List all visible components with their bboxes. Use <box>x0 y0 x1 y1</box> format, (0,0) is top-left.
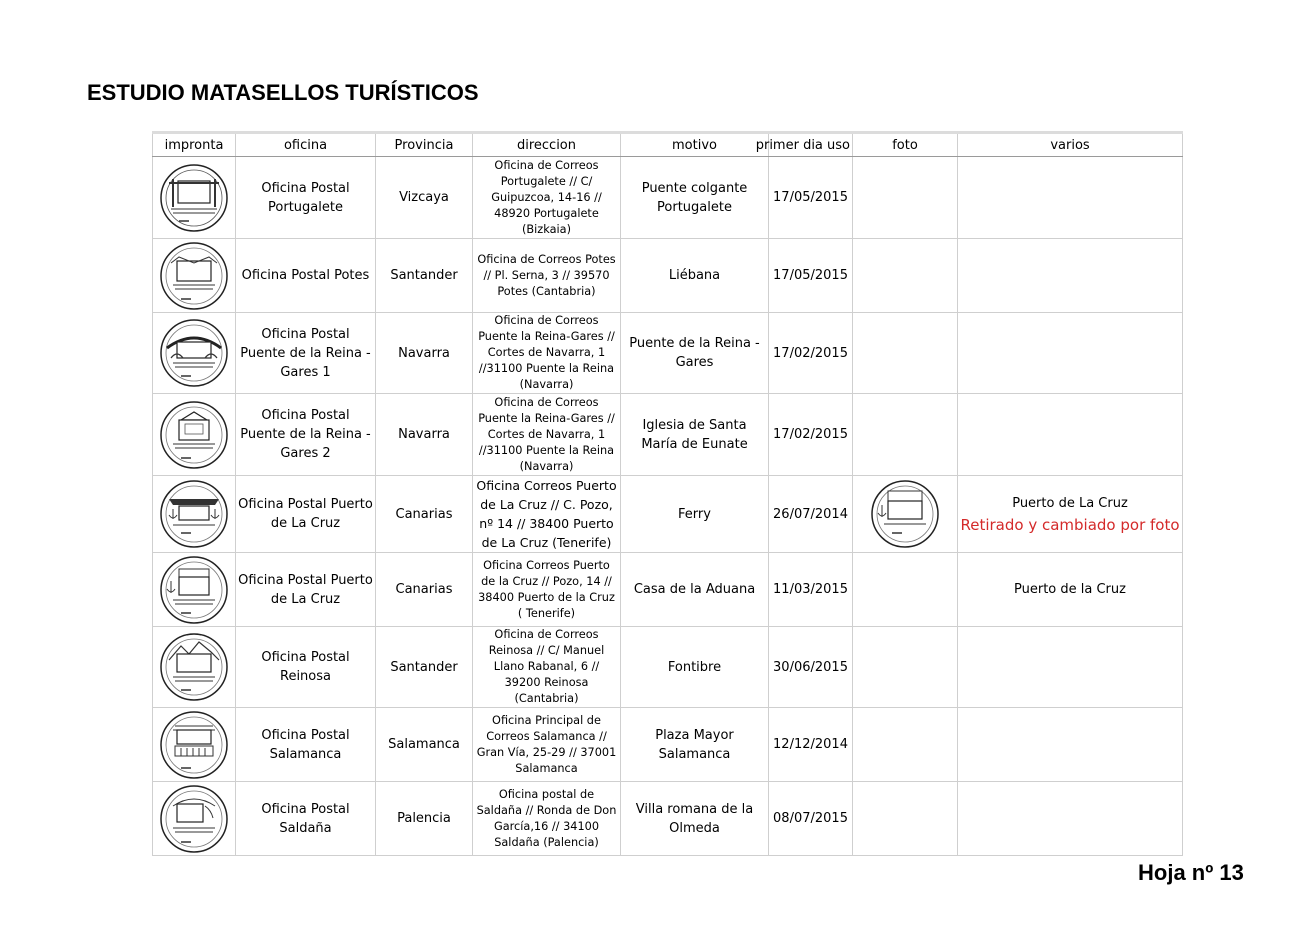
varios-cell <box>958 394 1183 476</box>
table-row <box>153 782 1183 856</box>
foto-cell <box>853 313 958 394</box>
direccion-cell: Oficina de Correos Puente la Reina-Gares // Cortes de Navarra, 1 //31100 Puente la Reina (Navarra) <box>473 394 621 476</box>
foto-cell <box>853 782 958 856</box>
motivo-cell: Iglesia de Santa María de Eunate <box>621 394 769 476</box>
varios-cell <box>958 476 1183 553</box>
foto-cell <box>853 708 958 782</box>
motivo-cell: Fontibre <box>621 627 769 708</box>
impronta-cell <box>153 394 236 476</box>
fecha-cell: 17/05/2015 <box>769 239 853 313</box>
impronta-cell <box>153 782 236 856</box>
provincia-cell: Santander <box>376 627 473 708</box>
header-direccion: direccion <box>473 133 621 157</box>
direccion-cell: Oficina de Correos Puente la Reina-Gares // Cortes de Navarra, 1 //31100 Puente la Reina (Navarra) <box>473 313 621 394</box>
varios-text: Puerto de la Cruz <box>1014 582 1126 597</box>
mountain-postmark-icon <box>159 632 229 702</box>
varios-cell <box>958 553 1183 627</box>
landscape-postmark-icon <box>159 241 229 311</box>
foto-cell <box>853 239 958 313</box>
bridge-postmark-icon <box>159 163 229 233</box>
direccion-cell: Oficina Correos Puerto de la Cruz // Pozo, 14 // 38400 Puerto de la Cruz ( Tenerife) <box>473 553 621 627</box>
varios-cell <box>958 239 1183 313</box>
postmark-table <box>152 131 1183 856</box>
foto-cell <box>853 627 958 708</box>
varios-cell <box>958 627 1183 708</box>
header-primer-dia-label: primer dia uso <box>755 137 850 153</box>
provincia-cell: Canarias <box>376 476 473 553</box>
varios-cell <box>958 782 1183 856</box>
fecha-cell: 11/03/2015 <box>769 553 853 627</box>
fecha-cell: 08/07/2015 <box>769 782 853 856</box>
foto-cell <box>853 553 958 627</box>
oficina-cell: Oficina Postal Potes <box>236 239 376 313</box>
direccion-cell: Oficina Correos Puerto de La Cruz // C. Pozo, nº 14 // 38400 Puerto de La Cruz (Tenerife) <box>473 476 621 553</box>
impronta-cell <box>153 157 236 239</box>
oficina-cell: Oficina Postal Saldaña <box>236 782 376 856</box>
direccion-cell: Oficina de Correos Portugalete // C/ Guipuzcoa, 14-16 // 48920 Portugalete (Bizkaia) <box>473 157 621 239</box>
header-varios: varios <box>958 133 1183 157</box>
motivo-cell: Ferry <box>621 476 769 553</box>
header-row <box>153 133 1183 157</box>
table-row <box>153 239 1183 313</box>
varios-text: Puerto de La Cruz <box>1012 495 1128 511</box>
plaza-postmark-icon <box>159 710 229 780</box>
motivo-cell: Casa de la Aduana <box>621 553 769 627</box>
fecha-cell: 30/06/2015 <box>769 627 853 708</box>
direccion-cell: Oficina de Correos Potes // Pl. Serna, 3 // 39570 Potes (Cantabria) <box>473 239 621 313</box>
building-postmark-icon <box>870 479 940 549</box>
church-postmark-icon <box>159 400 229 470</box>
header-provincia: Provincia <box>376 133 473 157</box>
impronta-cell <box>153 627 236 708</box>
foto-cell <box>853 476 958 553</box>
impronta-cell <box>153 553 236 627</box>
customs-house-postmark-icon <box>159 555 229 625</box>
impronta-cell <box>153 313 236 394</box>
impronta-cell <box>153 476 236 553</box>
provincia-cell: Navarra <box>376 394 473 476</box>
spreadsheet-image <box>152 131 1182 856</box>
provincia-cell: Navarra <box>376 313 473 394</box>
provincia-cell: Palencia <box>376 782 473 856</box>
impronta-cell <box>153 239 236 313</box>
fecha-cell: 12/12/2014 <box>769 708 853 782</box>
arch-bridge-postmark-icon <box>159 318 229 388</box>
page-number: Hoja nº 13 <box>1138 860 1244 885</box>
header-foto: foto <box>853 133 958 157</box>
header-primer-dia <box>755 133 853 157</box>
table-row <box>153 476 1183 553</box>
oficina-cell: Oficina Postal Puente de la Reina - Gares 2 <box>236 394 376 476</box>
villa-postmark-icon <box>159 784 229 854</box>
oficina-cell: Oficina Postal Reinosa <box>236 627 376 708</box>
provincia-cell: Canarias <box>376 553 473 627</box>
varios-cell <box>958 313 1183 394</box>
oficina-cell: Oficina Postal Portugalete <box>236 157 376 239</box>
provincia-cell: Salamanca <box>376 708 473 782</box>
direccion-cell: Oficina de Correos Reinosa // C/ Manuel Llano Rabanal, 6 // 39200 Reinosa (Cantabria) <box>473 627 621 708</box>
oficina-cell: Oficina Postal Puerto de La Cruz <box>236 476 376 553</box>
direccion-cell: Oficina postal de Saldaña // Ronda de Don García,16 // 34100 Saldaña (Palencia) <box>473 782 621 856</box>
header-impronta: impronta <box>153 133 236 157</box>
table-row <box>153 313 1183 394</box>
table-row <box>153 157 1183 239</box>
impronta-cell <box>153 708 236 782</box>
header-oficina: oficina <box>236 133 376 157</box>
foto-cell <box>853 157 958 239</box>
motivo-cell: Liébana <box>621 239 769 313</box>
varios-cell <box>958 708 1183 782</box>
table-row <box>153 708 1183 782</box>
provincia-cell: Santander <box>376 239 473 313</box>
motivo-cell: Villa romana de la Olmeda <box>621 782 769 856</box>
fecha-cell: 26/07/2014 <box>769 476 853 553</box>
table-row <box>153 627 1183 708</box>
document-title: ESTUDIO MATASELLOS TURÍSTICOS <box>87 80 479 105</box>
fecha-cell: 17/02/2015 <box>769 394 853 476</box>
ferry-postmark-icon <box>159 479 229 549</box>
oficina-cell: Oficina Postal Puerto de La Cruz <box>236 553 376 627</box>
oficina-cell: Oficina Postal Puente de la Reina - Gares 1 <box>236 313 376 394</box>
header-motivo: motivo <box>621 133 769 157</box>
direccion-cell: Oficina Principal de Correos Salamanca // Gran Vía, 25-29 // 37001 Salamanca <box>473 708 621 782</box>
motivo-cell: Puente colgante Portugalete <box>621 157 769 239</box>
table-row <box>153 394 1183 476</box>
varios-cell <box>958 157 1183 239</box>
motivo-cell: Plaza Mayor Salamanca <box>621 708 769 782</box>
motivo-cell: Puente de la Reina - Gares <box>621 313 769 394</box>
varios-note: Retirado y cambiado por foto <box>960 515 1180 534</box>
oficina-cell: Oficina Postal Salamanca <box>236 708 376 782</box>
fecha-cell: 17/05/2015 <box>769 157 853 239</box>
fecha-cell: 17/02/2015 <box>769 313 853 394</box>
foto-cell <box>853 394 958 476</box>
provincia-cell: Vizcaya <box>376 157 473 239</box>
table-row <box>153 553 1183 627</box>
